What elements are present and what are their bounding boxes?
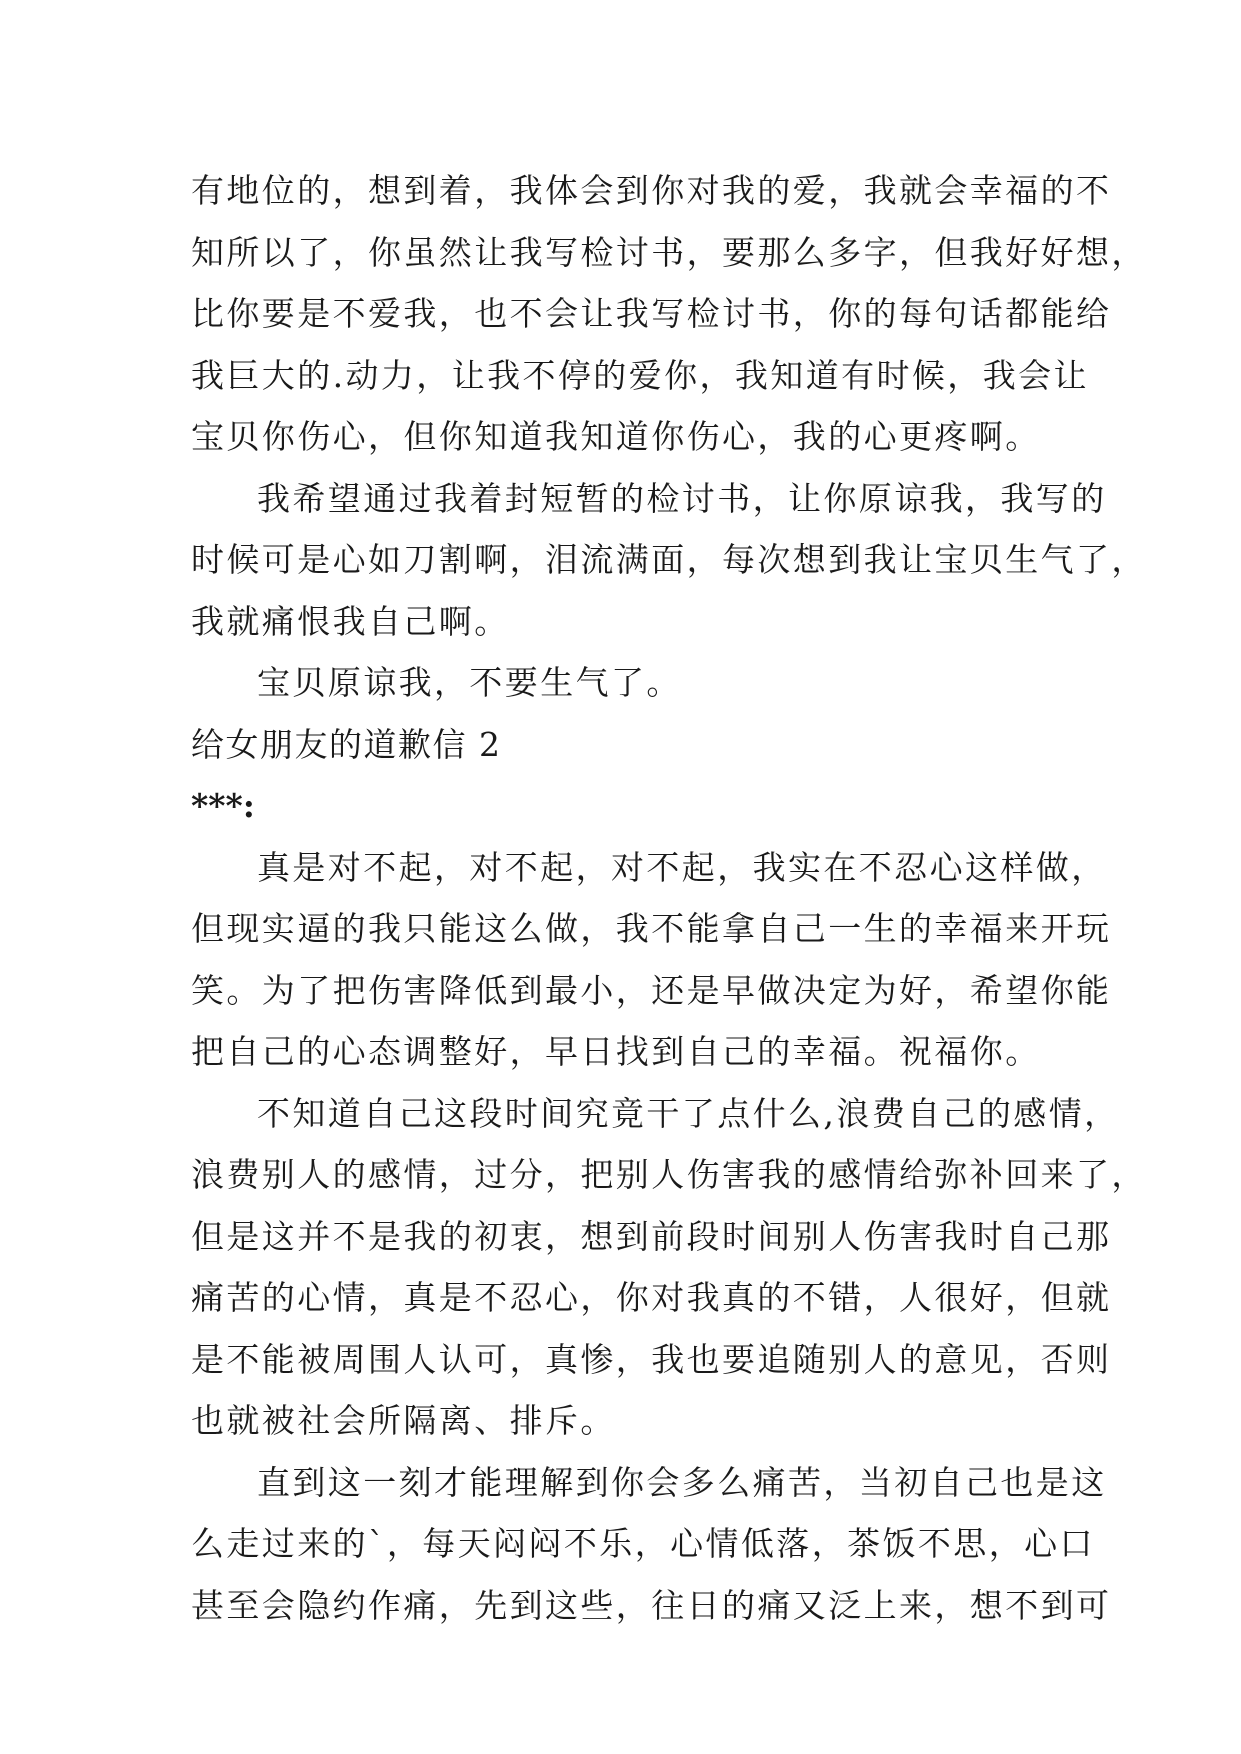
document-body <box>191 160 1147 1636</box>
text-line: 也就被社会所隔离、排斥。 <box>191 1401 616 1440</box>
text-line: 甚至会隐约作痛，先到这些，往日的痛又泛上来，想不到可 <box>191 1585 1112 1625</box>
text-line: 痛苦的心情，真是不忍心，你对我真的不错，人很好，但就 <box>191 1278 1112 1317</box>
text-line: 比你要是不爱我，也不会让我写检讨书，你的每句话都能给 <box>191 294 1112 333</box>
text-line: 浪费别人的感情，过分，把别人伤害我的感情给弥补回来了， <box>191 1155 1147 1194</box>
section-heading: 给女朋友的道歉信 2 <box>191 724 502 764</box>
salutation: ***: <box>191 786 255 825</box>
paragraph-first-line: 我希望通过我着封短暂的检讨书，让你原谅我，我写的 <box>257 478 1107 518</box>
text-line: 但现实逼的我只能这么做，我不能拿自己一生的幸福来开玩 <box>191 909 1112 948</box>
paragraph-first-line: 不知道自己这段时间究竟干了点什么,浪费自己的感情， <box>257 1093 1120 1133</box>
paragraph-first-line: 真是对不起，对不起，对不起，我实在不忍心这样做， <box>257 847 1107 887</box>
paragraph-first-line: 宝贝原谅我，不要生气了。 <box>257 663 682 702</box>
text-line: 宝贝你伤心，但你知道我知道你伤心，我的心更疼啊。 <box>191 417 1041 456</box>
text-line: 知所以了，你虽然让我写检讨书，要那么多字，但我好好想， <box>191 232 1147 272</box>
text-line: 笑。为了把伤害降低到最小，还是早做决定为好，希望你能 <box>191 970 1112 1010</box>
text-line: 但是这并不是我的初衷，想到前段时间别人伤害我时自己那 <box>191 1216 1112 1256</box>
text-line: 么走过来的`，每天闷闷不乐，心情低落，茶饭不思，心口 <box>191 1524 1095 1563</box>
text-line: 时候可是心如刀割啊，泪流满面，每次想到我让宝贝生气了， <box>191 540 1147 579</box>
text-line: 把自己的心态调整好，早日找到自己的幸福。祝福你。 <box>191 1032 1041 1071</box>
text-line: 是不能被周围人认可，真惨，我也要追随别人的意见，否则 <box>191 1339 1112 1379</box>
text-line: 我就痛恨我自己啊。 <box>191 601 510 641</box>
paragraph-first-line: 直到这一刻才能理解到你会多么痛苦，当初自己也是这 <box>257 1462 1107 1502</box>
text-line: 有地位的，想到着，我体会到你对我的爱，我就会幸福的不 <box>191 171 1112 210</box>
text-line: 我巨大的.动力，让我不停的爱你，我知道有时候，我会让 <box>191 355 1089 395</box>
